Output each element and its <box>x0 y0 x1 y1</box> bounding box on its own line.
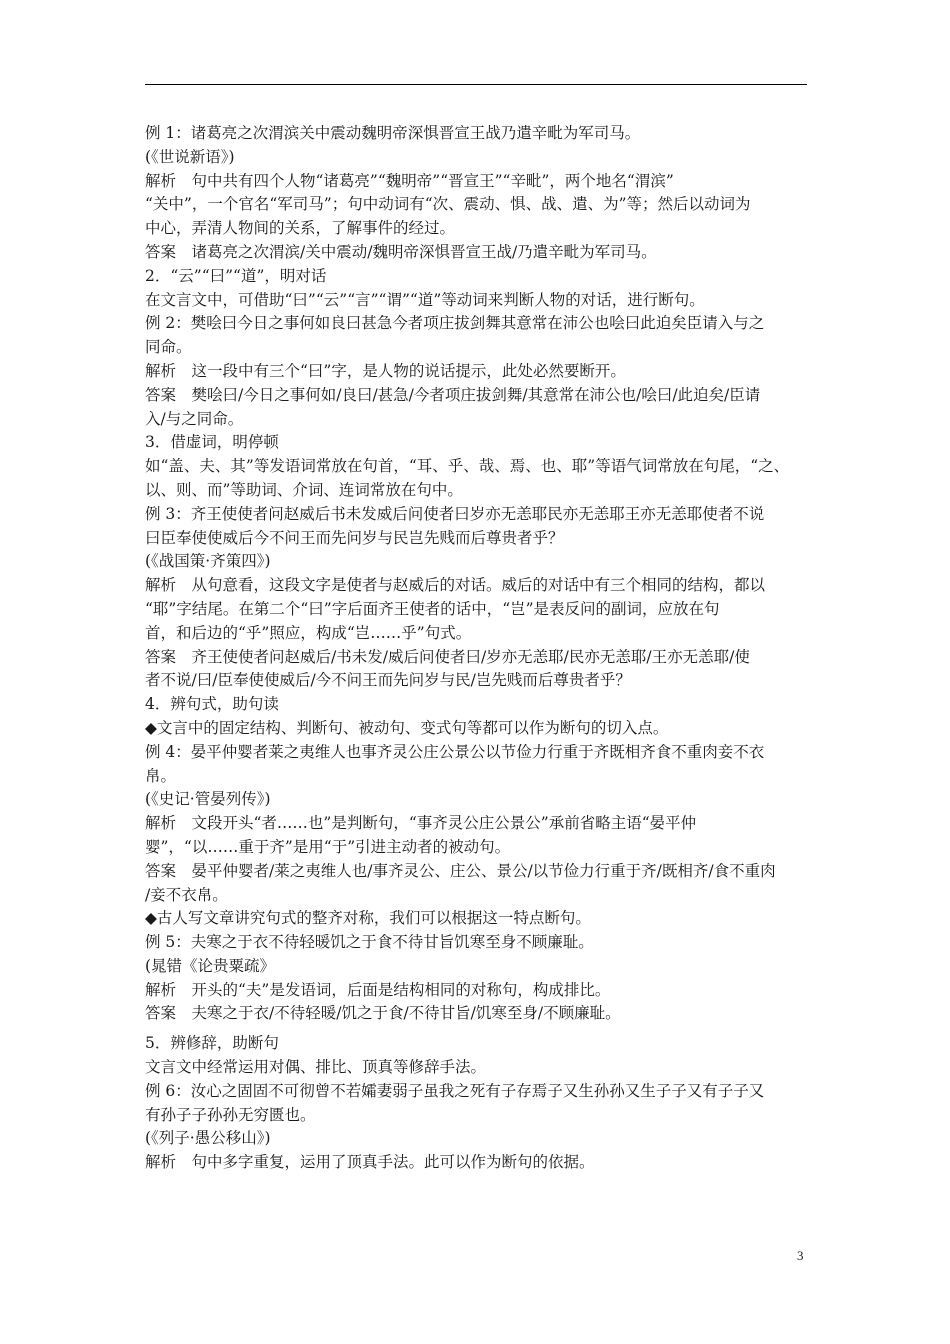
text-line: 帛。 <box>145 766 177 785</box>
text-line: 例 6：汝心之固固不可彻曾不若孀妻弱子虽我之死有子存焉子又生孙孙又生子子又有子子又 <box>145 1081 765 1100</box>
text-line: 答案 诸葛亮之次渭滨/关中震动/魏明帝深惧晋宣王战/乃遣辛毗为军司马。 <box>145 242 657 261</box>
text-line: 解析 从句意看，这段文字是使者与赵威后的对话。威后的对话中有三个相同的结构，都以 <box>145 576 766 595</box>
text-line: 例 1：诸葛亮之次渭滨关中震动魏明帝深惧晋宣王战乃遣辛毗为军司马。 <box>145 124 641 142</box>
text-line: (《史记·管晏列传》) <box>145 790 271 809</box>
text-line: “关中”，一个官名“军司马”；句中动词有“次、震动、惧、战、遣、为”等；然后以动词为 <box>145 195 751 214</box>
page-number: 3 <box>797 1248 804 1263</box>
section-heading: 2．“云”“曰”“道”，明对话 <box>145 266 327 285</box>
text-line: 解析 句中多字重复，运用了顶真手法。此可以作为断句的依据。 <box>145 1153 595 1172</box>
text-line: 者不说/曰/臣奉使使威后/今不问王而先问岁与民/岂先贱而后尊贵者乎？ <box>145 671 631 690</box>
text-line: 首，和后边的“乎”照应，构成“岂……乎”句式。 <box>145 623 472 642</box>
text-line: 入/与之同命。 <box>145 409 244 428</box>
text-line: 解析 文段开头“者……也”是判断句，“事齐灵公庄公景公”承前省略主语“晏平仲 <box>145 814 697 833</box>
text-line: 例 4：晏平仲婴者莱之夷维人也事齐灵公庄公景公以节俭力行重于齐既相齐食不重肉妾不衣 <box>145 742 765 761</box>
text-line: 解析 句中共有四个人物“诸葛亮”“魏明帝”“晋宣王”“辛毗”，两个地名“渭滨” <box>145 171 674 190</box>
text-line: 答案 樊哙曰/今日之事何如/良曰/甚急/今者项庄拔剑舞/其意常在沛公也/哙曰/此迫矣/臣请 <box>145 385 761 404</box>
text-line: (《列子·愚公移山》) <box>145 1129 271 1148</box>
text-line: 解析 开头的“夫”是发语词，后面是结构相同的对称句，构成排比。 <box>145 980 611 999</box>
section-heading: 4．辨句式，助句读 <box>145 695 279 714</box>
text-line: 例 2：樊哙曰今日之事何如良曰甚急今者项庄拔剑舞其意常在沛公也哙曰此迫矣臣请入与之 <box>145 314 765 333</box>
text-line: 答案 齐王使使者问赵威后/书未发/威后问使者曰/岁亦无恙耶/民亦无恙耶/王亦无恙耶/使 <box>145 647 750 666</box>
text-line: 婴”，“以……重于齐”是用“于”引进主动者的被动句。 <box>145 837 511 856</box>
text-line: 如“盖、夫、其”等发语词常放在句首，“耳、乎、哉、焉、也、耶”等语气词常放在句尾，“之、 <box>145 457 790 476</box>
text-line: /妾不衣帛。 <box>145 885 228 904</box>
text-line: 曰臣奉使使威后今不问王而先问岁与民岂先贱而后尊贵者乎？ <box>145 528 564 547</box>
section-heading: 5．辨修辞，助断句 <box>145 1034 279 1053</box>
text-line: 在文言文中，可借助“曰”“云”“言”“谓”“道”等动词来判断人物的对话，进行断句。 <box>145 290 705 309</box>
text-line: 以、则、而”等助词、介词、连词常放在句中。 <box>145 480 463 499</box>
text-line: ◆古人写文章讲究句式的整齐对称，我们可以根据这一特点断句。 <box>145 909 591 928</box>
text-line: 例 5：夫寒之于衣不待轻暖饥之于食不待甘旨饥寒至身不顾廉耻。 <box>145 933 594 952</box>
text-line: (《世说新语》) <box>145 147 235 166</box>
text-line: (晁错《论贵粟疏》 <box>145 956 276 975</box>
text-line: 文言文中经常运用对偶、排比、顶真等修辞手法。 <box>145 1058 487 1077</box>
text-line: ◆文言中的固定结构、判断句、被动句、变式句等都可以作为断句的切入点。 <box>145 718 669 737</box>
text-line: 有孙子子孙孙无穷匮也。 <box>145 1105 316 1124</box>
header-rule <box>145 84 807 85</box>
document-body <box>145 122 810 1175</box>
section-heading: 3．借虚词，明停顿 <box>145 433 279 452</box>
text-line: 例 3：齐王使使者问赵威后书未发威后问使者曰岁亦无恙耶民亦无恙耶王亦无恙耶使者不说 <box>145 504 765 523</box>
text-line: 中心，弄清人物间的关系，了解事件的经过。 <box>145 219 456 238</box>
text-line: 解析 这一段中有三个“曰”字，是人物的说话提示，此处必然要断开。 <box>145 361 626 380</box>
text-line: (《战国策·齐策四》) <box>145 552 271 571</box>
text-line: 同命。 <box>145 338 192 357</box>
text-line: “耶”字结尾。在第二个“曰”字后面齐王使者的话中，“岂”是表反问的副词，应放在句 <box>145 599 720 618</box>
text-line: 答案 夫寒之于衣/不待轻暖/饥之于食/不待甘旨/饥寒至身/不顾廉耻。 <box>145 1004 621 1023</box>
text-line: 答案 晏平仲婴者/莱之夷维人也/事齐灵公、庄公、景公/以节俭力行重于齐/既相齐/食不重肉 <box>145 861 776 880</box>
